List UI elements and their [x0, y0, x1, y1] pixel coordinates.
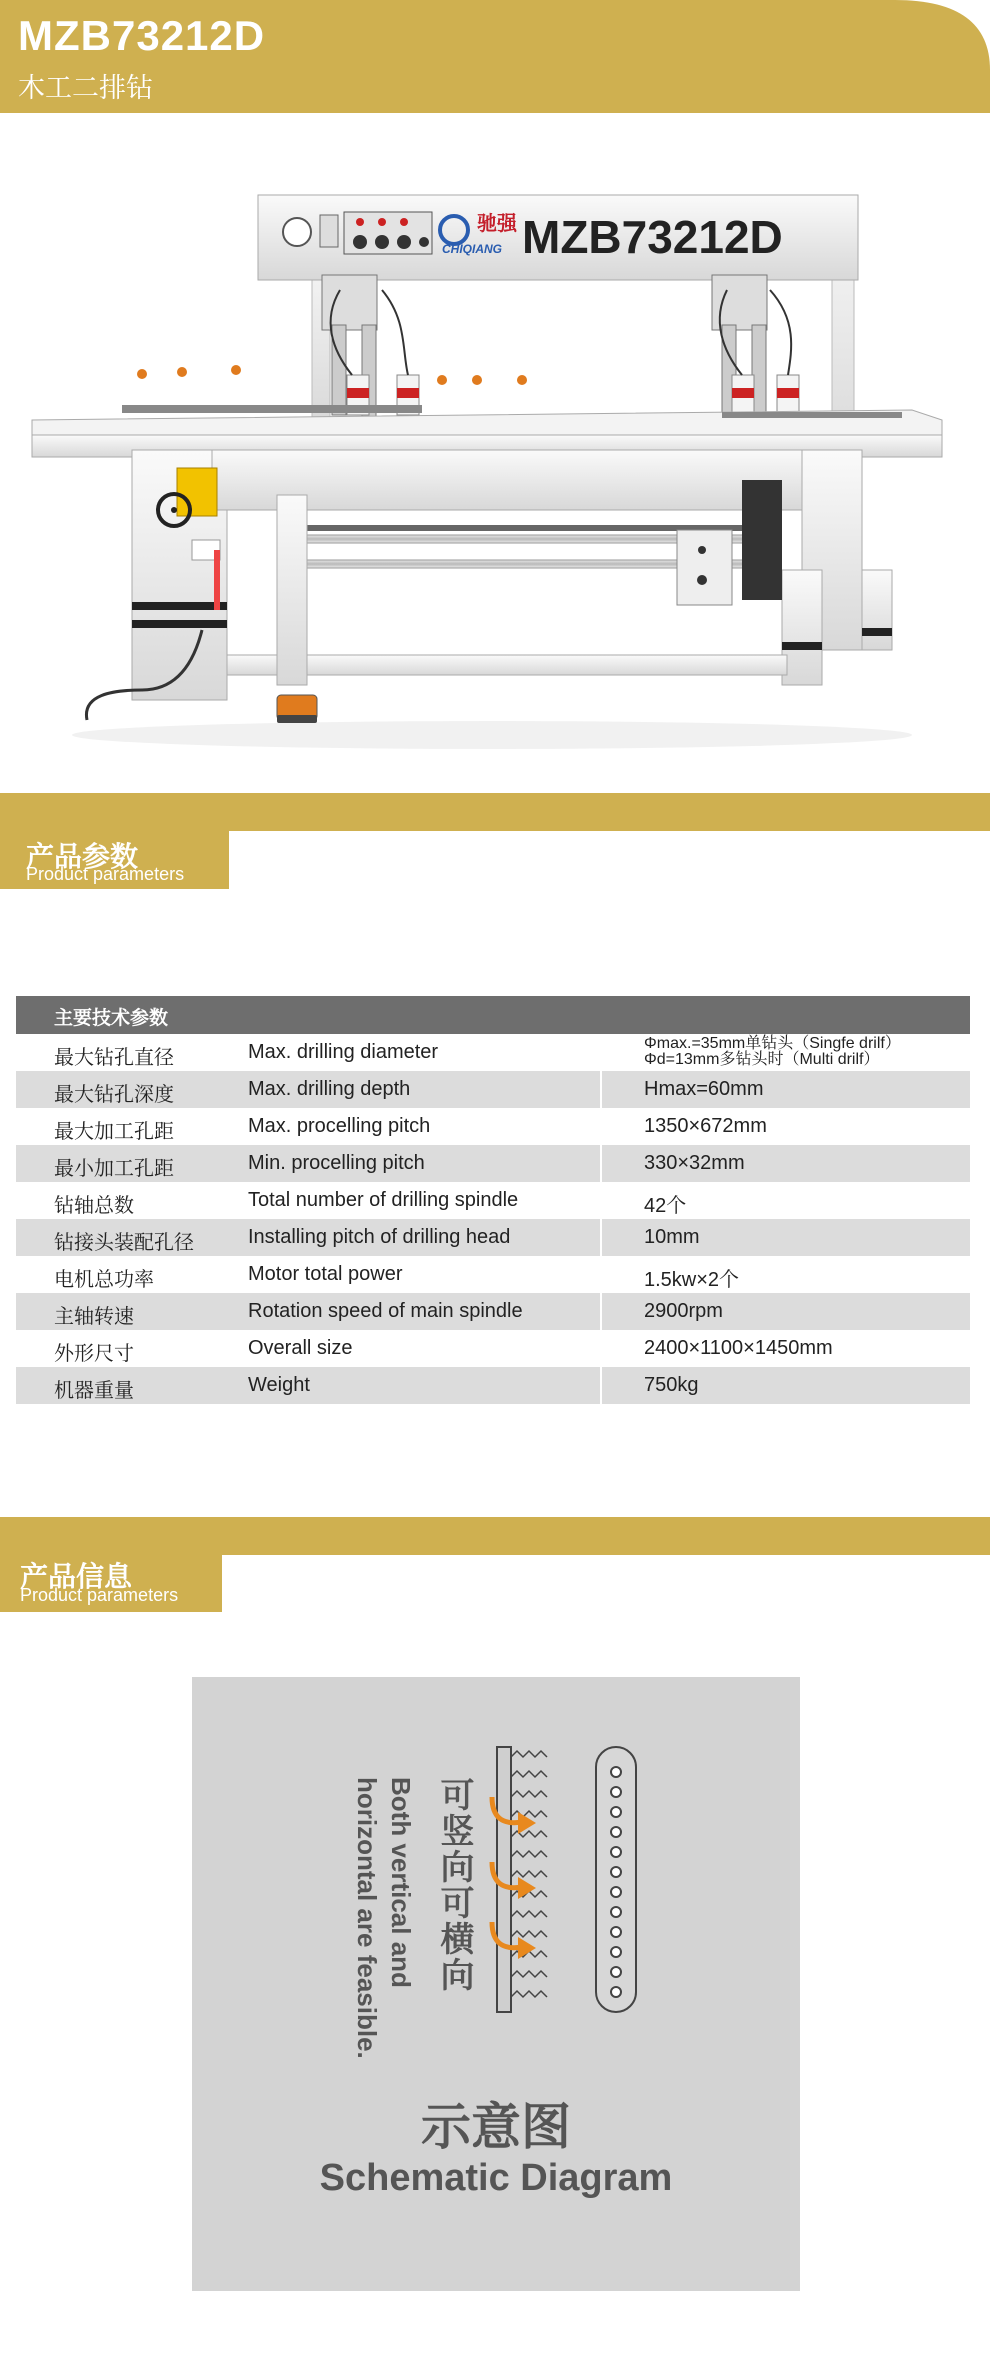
cell-en: Max. drilling depth — [248, 1071, 602, 1108]
spec-table — [16, 996, 970, 1404]
section-title-cn: 产品参数 — [26, 841, 139, 872]
schematic-vertical-cn: 可竖向可横向 — [435, 1777, 473, 1993]
cell-value: 750kg — [644, 1374, 699, 1396]
table-row — [16, 1293, 970, 1330]
cell-cn: 钻轴总数 — [54, 1195, 134, 1217]
cell-value: 330×32mm — [644, 1152, 745, 1174]
cell-en: Max. procelling pitch — [248, 1108, 602, 1145]
page-subtitle: 木工二排钻 — [18, 73, 153, 103]
cell-value: Hmax=60mm — [644, 1078, 764, 1100]
model-plate: MZB73212D — [522, 211, 783, 263]
cell-en: Installing pitch of drilling head — [248, 1219, 602, 1256]
cell-value: 1.5kw×2个 — [644, 1269, 740, 1291]
section-heading-info — [0, 1555, 222, 1612]
cell-en: Motor total power — [248, 1256, 602, 1293]
cell-cn: 最小加工孔距 — [54, 1158, 174, 1180]
cell-value: 1350×672mm — [644, 1115, 767, 1137]
section-heading-params — [0, 831, 229, 889]
cell-cn: 钻接头装配孔径 — [54, 1232, 194, 1254]
cell-value: 42个 — [644, 1195, 687, 1217]
cell-en: Max. drilling diameter — [248, 1034, 602, 1071]
page-header — [0, 0, 990, 113]
cell-en: Rotation speed of main spindle — [248, 1293, 602, 1330]
page-title: MZB73212D — [18, 12, 266, 59]
schematic-title-en: Schematic Diagram — [319, 2157, 673, 2199]
machine-photo — [22, 150, 952, 760]
cell-en: Weight — [248, 1367, 602, 1404]
cell-cn: 最大钻孔深度 — [54, 1084, 174, 1106]
schematic-vertical-en-1: Both vertical and — [386, 1777, 416, 1988]
cell-en: Overall size — [248, 1330, 602, 1367]
cell-en: Min. procelling pitch — [248, 1145, 602, 1182]
cell-value-line1: Φmax.=35mm单钻头（Singfe drilf） — [644, 1035, 901, 1052]
section-title-en: Product parameters — [26, 864, 185, 884]
cell-en: Total number of drilling spindle — [248, 1182, 602, 1219]
cell-cn: 机器重量 — [54, 1380, 134, 1402]
brand-en: CHIQIANG — [442, 242, 502, 256]
cell-value-line2: Φd=13mm多钻头时（Multi drilf） — [644, 1051, 880, 1068]
brand-cn: 驰强 — [477, 211, 517, 235]
schematic-vertical-en-2: horizontal are feasible. — [352, 1777, 382, 2059]
table-row — [16, 1219, 970, 1256]
cell-value: 10mm — [644, 1226, 700, 1248]
table-row — [16, 1145, 970, 1182]
table-row — [16, 1034, 970, 1071]
table-row — [16, 1108, 970, 1145]
schematic-diagram — [192, 1677, 800, 2291]
section-band-params — [0, 793, 990, 831]
section-band-info — [0, 1517, 990, 1555]
cell-value — [602, 1034, 901, 1071]
table-row — [16, 1256, 970, 1293]
table-row — [16, 1330, 970, 1367]
table-row — [16, 1071, 970, 1108]
table-row — [16, 1182, 970, 1219]
cell-cn: 外形尺寸 — [54, 1343, 134, 1365]
table-header: 主要技术参数 — [16, 996, 970, 1034]
cell-value: 2400×1100×1450mm — [644, 1337, 833, 1359]
table-row — [16, 1367, 970, 1404]
cell-cn: 最大加工孔距 — [54, 1121, 174, 1143]
cell-value: 2900rpm — [644, 1300, 723, 1322]
section-title-en: Product parameters — [20, 1585, 179, 1605]
cell-cn: 主轴转速 — [54, 1306, 134, 1328]
cell-cn: 最大钻孔直径 — [54, 1047, 174, 1069]
section-title-cn: 产品信息 — [20, 1561, 133, 1592]
schematic-title-cn: 示意图 — [421, 2099, 571, 2155]
cell-cn: 电机总功率 — [54, 1269, 154, 1291]
